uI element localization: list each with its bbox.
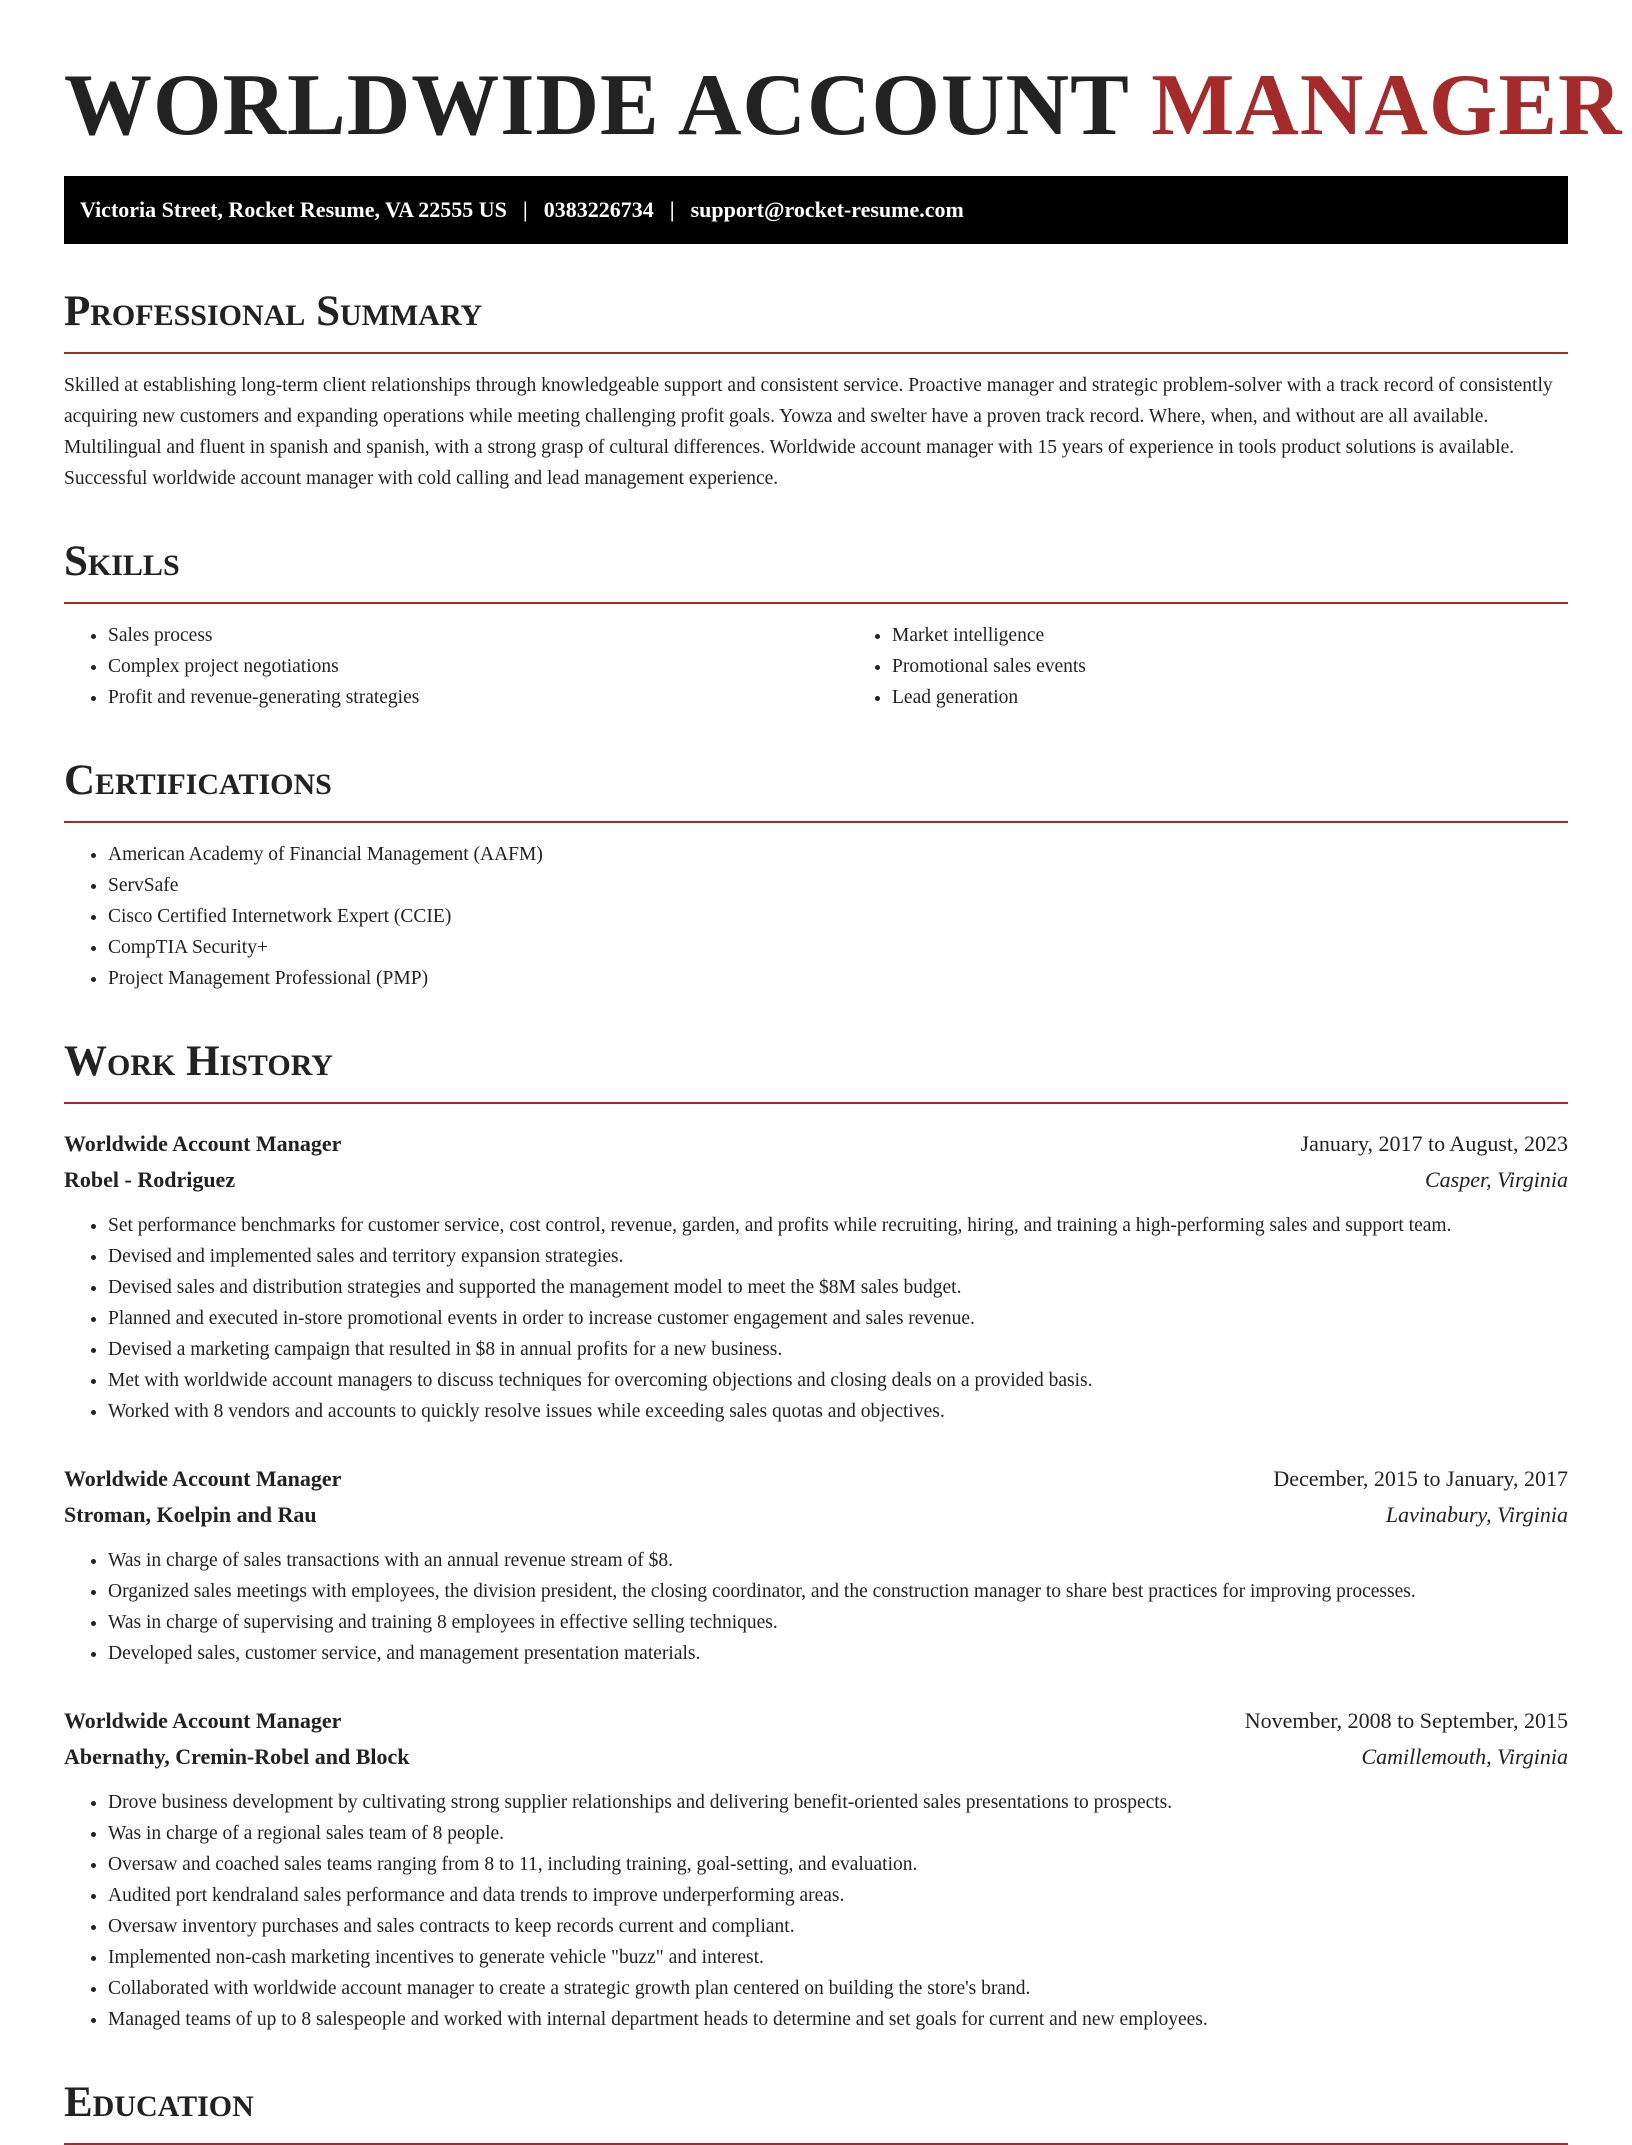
section-title: Education	[64, 2079, 254, 2126]
skills-section	[64, 538, 1568, 713]
job-bullet: • Audited port kendraland sales performance and data trends to improve underperforming areas.	[108, 1880, 1568, 1911]
job-bullet: • Oversaw and coached sales teams ranging from 8 to 11, including training, goal-setting, and evaluation.	[108, 1849, 1568, 1880]
job-bullet: • Was in charge of a regional sales team of 8 people.	[108, 1818, 1568, 1849]
job-location: Casper, Virginia	[1424, 1167, 1568, 1192]
job-bullets	[64, 1545, 1568, 1669]
skills-grid	[64, 604, 1568, 713]
name-last: MANAGER	[1151, 57, 1623, 154]
skills-list-left	[64, 620, 848, 713]
skills-list-right	[848, 620, 1632, 713]
job-bullet: • Planned and executed in-store promotional events in order to increase customer engagement and sales revenue.	[108, 1303, 1568, 1334]
job-entry	[64, 1461, 1568, 1669]
job-bullet: • Managed teams of up to 8 salespeople and worked with internal department heads to determine and set goals for current and new employees.	[108, 2004, 1568, 2035]
contact-phone[interactable]: 0383226734	[543, 197, 654, 222]
job-company: Abernathy, Cremin-Robel and Block	[64, 1744, 410, 1769]
certification-item: • CompTIA Security+	[108, 932, 1568, 963]
contact-address: Victoria Street, Rocket Resume, VA 22555 US	[80, 197, 507, 222]
job-header-row	[64, 1461, 1568, 1497]
job-bullet: • Oversaw inventory purchases and sales contracts to keep records current and compliant.	[108, 1911, 1568, 1942]
contact-separator: |	[522, 197, 528, 222]
job-title: Worldwide Account Manager	[64, 1466, 342, 1491]
certification-item: • ServSafe	[108, 870, 1568, 901]
job-company-row	[64, 1497, 1568, 1533]
job-bullet: • Organized sales meetings with employees, the division president, the closing coordinator, and the construction manager to share best practices for improving processes.	[108, 1576, 1568, 1607]
job-bullet: • Set performance benchmarks for customer service, cost control, revenue, garden, and profits while recruiting, hiring, and training a high-performing sales and support team.	[108, 1210, 1568, 1241]
job-bullet: • Developed sales, customer service, and management presentation materials.	[108, 1638, 1568, 1669]
job-company: Robel - Rodriguez	[64, 1167, 236, 1192]
resume-name	[64, 56, 1623, 156]
section-divider	[64, 352, 1568, 354]
skill-item: • Sales process	[108, 620, 848, 651]
contact-bar	[64, 176, 1568, 244]
skill-item: • Market intelligence	[892, 620, 1632, 651]
work-history-section	[64, 1038, 1568, 2035]
certifications-list	[64, 839, 1568, 994]
job-bullet: • Collaborated with worldwide account manager to create a strategic growth plan centered on building the store's brand.	[108, 1973, 1568, 2004]
job-bullet: • Was in charge of sales transactions with an annual revenue stream of $8.	[108, 1545, 1568, 1576]
job-company: Stroman, Koelpin and Rau	[64, 1502, 317, 1527]
job-bullet: • Devised and implemented sales and territory expansion strategies.	[108, 1241, 1568, 1272]
job-bullet: • Worked with 8 vendors and accounts to quickly resolve issues while exceeding sales quotas and objectives.	[108, 1396, 1568, 1427]
contact-separator: |	[669, 197, 675, 222]
section-title: Certifications	[64, 757, 332, 804]
skill-item: • Complex project negotiations	[108, 651, 848, 682]
skill-item: • Promotional sales events	[892, 651, 1632, 682]
skill-item: • Profit and revenue-generating strategies	[108, 682, 848, 713]
job-entry	[64, 1703, 1568, 2035]
certification-item: • Project Management Professional (PMP)	[108, 963, 1568, 994]
job-title: Worldwide Account Manager	[64, 1708, 342, 1733]
job-bullet: • Met with worldwide account managers to discuss techniques for overcoming objections and closing deals on a provided basis.	[108, 1365, 1568, 1396]
job-bullets	[64, 1210, 1568, 1427]
job-location: Camillemouth, Virginia	[1361, 1744, 1568, 1769]
section-title: Skills	[64, 538, 180, 585]
job-bullet: • Implemented non-cash marketing incentives to generate vehicle "buzz" and interest.	[108, 1942, 1568, 1973]
job-dates: December, 2015 to January, 2017	[1273, 1466, 1568, 1491]
job-dates: November, 2008 to September, 2015	[1244, 1708, 1568, 1733]
certification-item: • Cisco Certified Internetwork Expert (CCIE)	[108, 901, 1568, 932]
section-title: Professional Summary	[64, 288, 483, 335]
summary-section	[64, 288, 1568, 494]
job-bullet: • Drove business development by cultivating strong supplier relationships and delivering benefit-oriented sales presentations to prospects.	[108, 1787, 1568, 1818]
certification-item: • American Academy of Financial Management (AAFM)	[108, 839, 1568, 870]
job-bullets	[64, 1787, 1568, 2035]
name-first: WORLDWIDE ACCOUNT	[64, 57, 1129, 154]
job-company-row	[64, 1739, 1568, 1775]
job-company-row	[64, 1162, 1568, 1198]
job-location: Lavinabury, Virginia	[1385, 1502, 1568, 1527]
job-header-row	[64, 1126, 1568, 1162]
education-section	[64, 2079, 1568, 2145]
job-bullet: • Was in charge of supervising and training 8 employees in effective selling techniques.	[108, 1607, 1568, 1638]
section-divider	[64, 1102, 1568, 1104]
contact-email[interactable]: support@rocket-resume.com	[690, 197, 964, 222]
job-bullet: • Devised a marketing campaign that resulted in $8 in annual profits for a new business.	[108, 1334, 1568, 1365]
job-entry	[64, 1126, 1568, 1427]
section-title: Work History	[64, 1038, 333, 1085]
job-header-row	[64, 1703, 1568, 1739]
job-bullet: • Devised sales and distribution strategies and supported the management model to meet the $8M sales budget.	[108, 1272, 1568, 1303]
certifications-section	[64, 757, 1568, 994]
job-title: Worldwide Account Manager	[64, 1131, 342, 1156]
skill-item: • Lead generation	[892, 682, 1632, 713]
summary-text: Skilled at establishing long-term client relationships through knowledgeable support and consistent service. Proactive manager and strategic problem-solver with a track record of consistently acquiring new customers and expanding operations while meeting challenging profit goals. Yowza and swelter have a proven track record. Where, when, and without are all available. Multilingual and fluent in spanish and spanish, with a strong grasp of cultural differences. Worldwide account manager with 15 years of experience in tools product solutions is available. Successful worldwide account manager with cold calling and lead management experience.	[64, 375, 1553, 489]
job-dates: January, 2017 to August, 2023	[1300, 1131, 1568, 1156]
section-divider	[64, 821, 1568, 823]
